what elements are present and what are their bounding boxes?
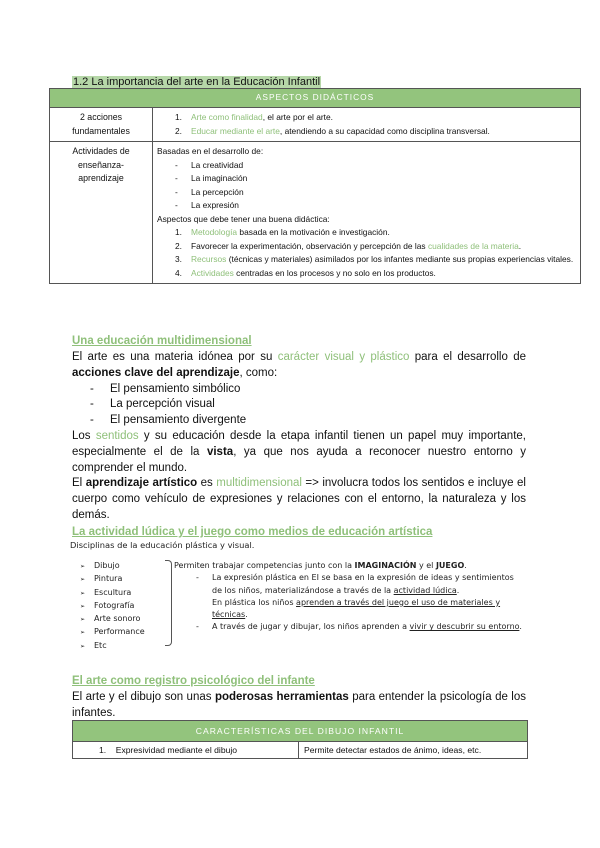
table-header: ASPECTOS DIDÁCTICOS xyxy=(50,89,581,108)
bullet-icon: ➢ xyxy=(80,602,86,610)
brace-icon xyxy=(165,560,172,646)
list-item: - La expresión xyxy=(175,200,239,210)
paragraph: El aprendizaje artístico es multidimensional => involucra todos los sentidos e incluye el cuerpo como vehículo de expresiones y relaciones con el entorno, la naturaleza y los demás. xyxy=(72,477,526,521)
table-row xyxy=(73,742,528,759)
list-item: ➢ Performance xyxy=(80,626,145,639)
list-item: 2. Educar mediante el arte, atendiendo a su capacidad como disciplina transversal. xyxy=(175,125,490,136)
heading-registro: El arte como registro psicológico del infante xyxy=(72,675,315,687)
disciplines-list xyxy=(80,560,145,653)
list-item: ➢ Dibujo xyxy=(80,560,145,573)
table-header: CARACTERÍSTICAS DEL DIBUJO INFANTIL xyxy=(73,721,528,742)
disciplines-image xyxy=(70,540,530,660)
row-label: 1. Expresividad mediante el dibujo xyxy=(73,742,299,759)
list-item: 1. Metodología basada en la motivación e investigación. xyxy=(175,227,390,237)
list-item: ➢ Pintura xyxy=(80,573,145,586)
bullet-icon: ➢ xyxy=(80,589,86,597)
list-item: - La percepción visual xyxy=(90,398,215,411)
section-title: 1.2 La importancia del arte en la Educación Infantil xyxy=(73,76,321,88)
paragraph: El arte es una materia idónea por su carácter visual y plástico para el desarrollo de acciones clave del aprendizaje, como: xyxy=(72,351,526,379)
list-item: - El pensamiento simbólico xyxy=(90,382,241,395)
list-item: ➢ Etc xyxy=(80,640,145,653)
image-caption: Disciplinas de la educación plástica y visual. xyxy=(70,540,255,550)
list-item: - La creatividad xyxy=(175,159,244,170)
row-content xyxy=(153,108,581,142)
child-drawing-table xyxy=(72,720,528,759)
list-item: - El pensamiento divergente xyxy=(90,414,247,427)
paragraph: Los sentidos y su educación desde la etapa infantil tienen un papel muy importante, especialmente el de la vista, ya que nos ayuda a reconocer nuestro entorno y comprender el mundo. xyxy=(72,429,526,474)
row-content: Basadas en el desarrollo de: - La creatividad - La imaginación - La percepción - La expresión Aspectos que debe tener una buena didáctica: 1. Metodología basada en la motivación e investigación. 2. Favorecer la experimentación, observación y percepción de las cualidades de la materia. 3. Recursos (técnicas y materiales) asimilados por los infantes mediante sus propias experiencias vitales. 4. Actividades centradas en los procesos y no solo en los productos. xyxy=(153,142,581,284)
list-item: 4. Actividades centradas en los procesos y no solo en los productos. xyxy=(175,267,436,278)
bullet-icon: ➢ xyxy=(80,563,86,570)
paragraph-registro: El arte y el dibujo son unas poderosas herramientas para entender la psicología de los infantes. xyxy=(72,691,526,719)
didactic-aspects-table xyxy=(49,88,581,284)
paragraph-multidimensional xyxy=(72,350,526,524)
row-label: Actividades de enseñanza-aprendizaje xyxy=(50,142,153,284)
heading-multidimensional: Una educación multidimensional xyxy=(72,335,252,347)
bullet-icon: ➢ xyxy=(80,629,86,637)
list-item: ➢ Escultura xyxy=(80,587,145,600)
list-item: ➢ Fotografía xyxy=(80,600,145,613)
bullet-icon: ➢ xyxy=(80,616,86,624)
row-value: Permite detectar estados de ánimo, ideas, etc. xyxy=(299,742,528,759)
table-row xyxy=(50,108,581,142)
bullet-icon: ➢ xyxy=(80,576,86,584)
list-item: - La imaginación xyxy=(175,173,248,183)
bullet-icon: ➢ xyxy=(80,642,86,650)
disciplines-description: Permiten trabajar competencias junto con la IMAGINACIÓN y el JUEGO. - La expresión plástica en EI se basa en la expresión de ideas y sentimientos de los niños, materializándose a través de la actividad lúdica. En plástica los niños aprenden a través del juego el uso de materiales y técnicas. - A través de jugar y dibujar, los niños aprenden a vivir y descubrir su entorno. xyxy=(174,561,522,632)
list-item: - La percepción xyxy=(175,186,244,197)
table-row xyxy=(50,142,581,284)
list-item: 2. Favorecer la experimentación, observación y percepción de las cualidades de la materia. xyxy=(175,240,522,251)
list-item: 3. Recursos (técnicas y materiales) asimilados por los infantes mediante sus propias experiencias vitales. xyxy=(175,254,574,264)
list-item: 1. Arte como finalidad, el arte por el arte. xyxy=(175,112,333,122)
row-label: 2 acciones fundamentales xyxy=(50,108,153,142)
heading-ludica: La actividad lúdica y el juego como medios de educación artística xyxy=(72,526,433,538)
list-item: ➢ Arte sonoro xyxy=(80,613,145,626)
bullet-list xyxy=(72,382,526,429)
